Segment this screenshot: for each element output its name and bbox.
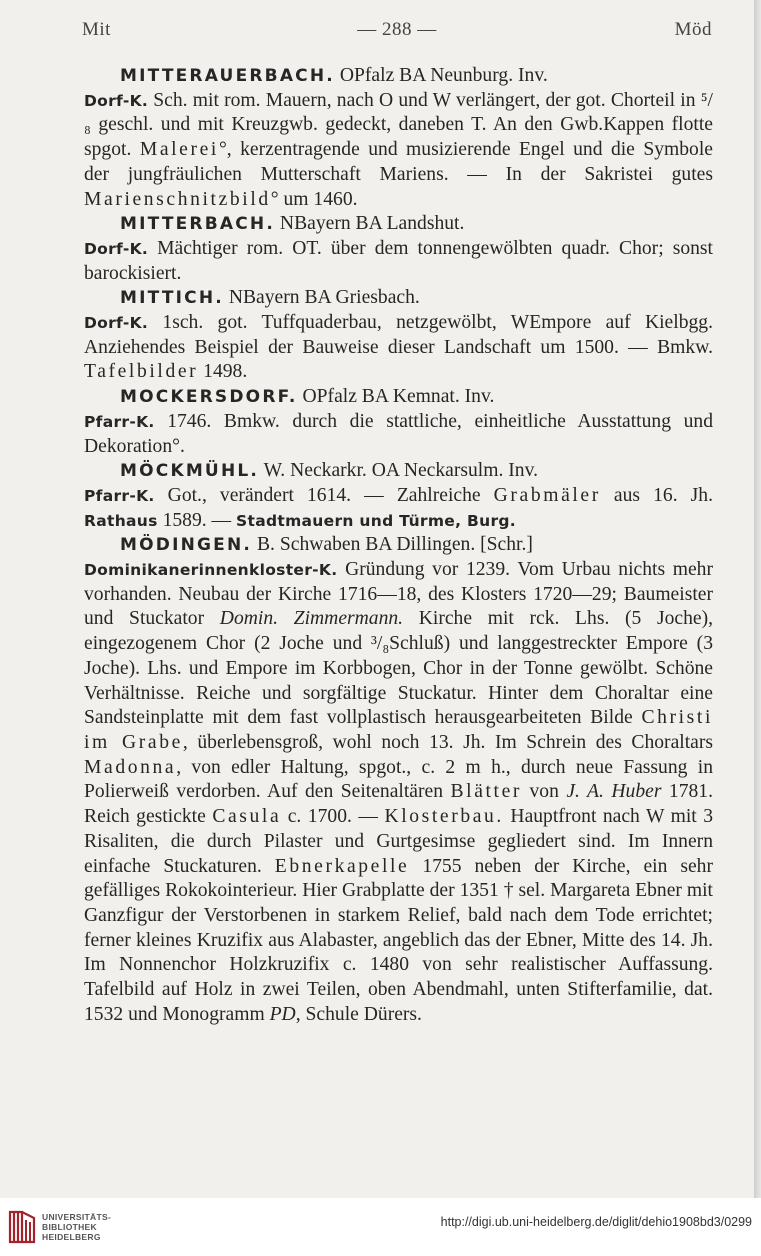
entry-body <box>84 484 713 533</box>
building-type: Dorf-K. <box>84 314 149 333</box>
place-name: MITTICH. <box>120 288 224 309</box>
entry-heading <box>84 385 713 410</box>
spaced-term: Ebnerkapelle <box>274 855 410 877</box>
place-name: MOCKERSDORF. <box>120 387 298 408</box>
entry-body <box>84 410 713 459</box>
bold-term: Rathaus <box>84 511 158 530</box>
place-region: W. Neckarkr. OA Neckarsulm. Inv. <box>259 460 539 482</box>
place-name: MÖCKMÜHL. <box>120 461 260 482</box>
building-type: Dorf-K. <box>84 91 149 110</box>
italic-name: Domin. Zimmermann. <box>219 608 404 630</box>
running-head <box>82 19 712 43</box>
place-region: OPfalz BA Neunburg. Inv. <box>334 65 548 86</box>
entry-text: 1746. Bmkw. durch die stattliche, einheitliche Ausstattung und Dekoration°. <box>84 410 713 457</box>
library-logo-text[interactable] <box>42 1212 111 1242</box>
entry-body <box>84 237 713 286</box>
permalink-url[interactable]: http://digi.ub.uni-heidelberg.de/diglit/dehio1908bd3/0299 <box>440 1215 752 1229</box>
viewer-footer <box>0 1198 761 1256</box>
place-name: MITTERAUERBACH. <box>120 66 335 86</box>
building-type: Pfarr-K. <box>84 412 155 431</box>
spaced-term: Casula <box>212 806 282 828</box>
entry-text: , überlebensgroß, wohl noch 13. Jh. Im Schrein des Choraltars <box>182 731 713 753</box>
entry-heading <box>84 533 713 558</box>
entry-moedingen <box>84 533 713 1027</box>
entry-text: 1755 neben der Kirche, ein sehr gefälliges Rokokointerieur. Hier Grabplatte der 1351 † sel. Margareta Ebner mit Ganzfigur der Verstorbenen in starkem Relief, bald nach dem Tode errichtet; ferner kleines Kruzifix aus Alabaster, angeblich das der Ebner, Mitte des 14. Jh. Im Nonnenchor Holzkruzifix c. 1480 von sehr realistischer Auffassung. Tafelbild auf Holz in zwei Teilen, oben Abendmahl, unten Stifterfamilie, dat. 1532 und Monogramm <box>84 855 713 1025</box>
spaced-term: Blätter <box>450 781 523 803</box>
library-logo-icon[interactable] <box>7 1208 37 1246</box>
place-region: B. Schwaben BA Dillingen. [Schr.] <box>252 534 533 556</box>
place-region: OPfalz BA Kemnat. Inv. <box>297 386 495 408</box>
running-head-right: Möd <box>674 19 712 40</box>
entry-text: 1sch. got. Tuffquaderbau, netzgewölbt, WEmpore auf Kielbgg. Anziehendes Beispiel der Bauweise dieser Landschaft um 1500. — Bmkw. <box>84 312 713 358</box>
spaced-term: Grabmäler <box>493 484 601 506</box>
entry-text: 1589. — <box>157 509 237 531</box>
entry-moeckmuehl <box>84 459 713 533</box>
spaced-term: Malerei <box>139 139 219 161</box>
entry-mockersdorf <box>84 385 713 459</box>
entry-mittich <box>84 286 713 385</box>
entry-text: aus 16. Jh. <box>600 484 713 506</box>
page-edge-shadow <box>754 0 761 1198</box>
logo-line: BIBLIOTHEK <box>42 1222 97 1232</box>
entry-heading <box>84 286 713 311</box>
italic-name: PD <box>269 1003 296 1025</box>
logo-line: UNIVERSITÄTS- <box>42 1212 112 1222</box>
spaced-term: Tafelbilder <box>84 361 199 383</box>
bold-term: Stadtmauern und Türme, Burg. <box>236 511 516 530</box>
building-type: Dorf-K. <box>84 239 149 258</box>
place-name: MÖDINGEN. <box>120 535 253 556</box>
entry-text: Gründung vor 1239. Vom Urbau nichts mehr vorhanden. Neubau der Kirche 1716—18, des Klosters 1720—29; Baumeister und Stuckator <box>84 559 713 630</box>
entry-heading <box>84 459 713 484</box>
entry-mitterauerbach <box>84 64 713 212</box>
place-region: NBayern BA Griesbach. <box>223 287 420 309</box>
page-number: — 288 — <box>357 19 437 40</box>
entry-text: °, kerzentragende und musizierende Engel und die Symbole der jungfräulichen Mutterschaft Mariens. — In der Sakristei gutes <box>84 139 713 185</box>
entry-heading <box>84 212 713 237</box>
entry-body <box>84 311 713 385</box>
entry-text: Hauptfront nach W mit 3 Risaliten, die durch Pilaster und Gurtgesimse gegliedert sind. Im Innern einfache Stuckaturen. <box>84 806 714 877</box>
spaced-term: Christi im Grabe <box>84 707 713 753</box>
entry-text: Got., verändert 1614. — Zahlreiche <box>154 484 494 506</box>
entry-text: c. 1700. — <box>281 806 385 828</box>
spaced-term: Marienschnitzbild <box>84 188 271 210</box>
running-head-left: Mit <box>82 19 111 40</box>
entry-heading <box>84 64 713 89</box>
entry-text: , Schule Dürers. <box>295 1003 422 1025</box>
entry-text: Mächtiger rom. OT. über dem tonnengewölbten quadr. Chor; sonst barockisiert. <box>84 237 713 284</box>
building-type: Dominikanerinnenkloster-K. <box>84 561 338 580</box>
body-text <box>84 64 713 1027</box>
place-region: NBayern BA Landshut. <box>275 213 465 235</box>
spaced-term: Klosterbau. <box>384 806 504 828</box>
entry-body <box>84 558 713 1027</box>
entry-text: Kirche mit rck. Lhs. (5 Joche), eingezogenem Chor (2 Joche und ³/₈Schluß) und langgestreckter Empore (3 Joche). Lhs. und Empore im Korbbogen, Chor in der Tonne gewölbt. Schöne Verhältnisse. Reiche und sorgfältige Stuckatur. Hinter dem Choraltar eine Sandsteinplatte mit dem fast vollplastisch herausgearbeiteten Bilde <box>84 608 713 729</box>
place-name: MITTERBACH. <box>120 214 276 235</box>
entry-text: Sch. mit rom. Mauern, nach O und W verlängert, der got. Chorteil in ⁵/₈ geschl. und mit Kreuzgwb. gedeckt, daneben T. An den Gwb.Kappen flotte spgot. <box>84 89 713 161</box>
entry-text: ° um 1460. <box>270 188 358 210</box>
entry-text: 1498. <box>198 361 248 383</box>
building-type: Pfarr-K. <box>84 486 155 505</box>
entry-text: 1781. Reich gestickte <box>84 781 714 828</box>
italic-name: J. A. Huber <box>566 781 662 803</box>
spaced-term: Madonna <box>84 756 177 778</box>
entry-text: von <box>522 781 567 803</box>
entry-mitterbach <box>84 212 713 286</box>
entry-body <box>84 89 713 213</box>
logo-line: HEIDELBERG <box>42 1232 101 1242</box>
entry-text: , von edler Haltung, spgot., c. 2 m h., durch neue Fassung in Polierweiß verdorben. Auf den Seitenaltären <box>84 756 713 803</box>
